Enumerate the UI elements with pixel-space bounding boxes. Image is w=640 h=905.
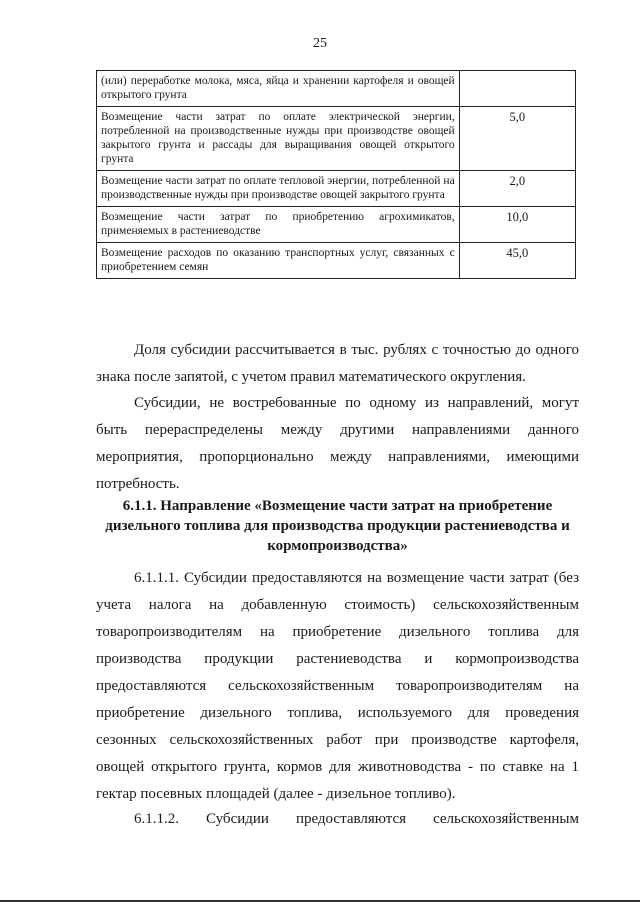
paragraph-6-1-1-2: [96, 806, 579, 833]
clause-number: 6.1.1.2.: [134, 811, 179, 827]
table-cell-description: Возмещение части затрат по оплате электрической энергии, потребленной на производственные нужды при производстве овощей закрытого грунта и рассады для выращивания овощей открытого грунта: [97, 107, 460, 171]
paragraph-6-1-1-1: 6.1.1.1. Субсидии предоставляются на возмещение части затрат (без учета налога на добавленную стоимость) сельскохозяйственным товаропроизводителям на приобретение дизельного топлива для производства продукции растениеводства и кормопроизводства предоставляются сельскохозяйственным товаропроизводителям на приобретение дизельного топлива, используемого для проведения сезонных сельскохозяйственных работ при производстве картофеля, овощей открытого грунта, кормов для животноводства - по ставке на 1 гектар посевных площадей (далее - дизельное топливо).: [96, 570, 579, 802]
table-cell-rate: 5,0: [459, 107, 575, 171]
text-word: Субсидии: [206, 811, 269, 827]
text-word: сельскохозяйственным: [433, 811, 579, 827]
table-row: [97, 171, 576, 207]
table-cell-rate: [459, 71, 575, 107]
text-word: предоставляются: [295, 811, 407, 827]
table-cell-description: Возмещение части затрат по приобретению агрохимикатов, применяемых в растениеводстве: [97, 207, 460, 243]
section-heading: 6.1.1. Направление «Возмещение части затрат на приобретение дизельного топлива для производства продукции растениеводства и кормопроизводства»: [105, 498, 570, 554]
table-cell-description: (или) переработке молока, мяса, яйца и хранении картофеля и овощей открытого грунта: [97, 71, 460, 107]
table-cell-rate: 10,0: [459, 207, 575, 243]
table-cell-description: Возмещение части затрат по оплате тепловой энергии, потребленной на производственные нужды при производстве овощей закрытого грунта: [97, 171, 460, 207]
page-number: 25: [313, 36, 327, 51]
table-row: [97, 207, 576, 243]
scan-edge-divider: [0, 900, 640, 902]
paragraph-redistribution: Субсидии, не востребованные по одному из направлений, могут быть перераспределены между другими направлениями данного мероприятия, пропорционально между направлениями, имеющими потребность.: [96, 395, 579, 492]
table-row: [97, 243, 576, 279]
table-row: [97, 71, 576, 107]
table-row: [97, 107, 576, 171]
table-cell-rate: 45,0: [459, 243, 575, 279]
table-cell-description: Возмещение расходов по оказанию транспортных услуг, связанных с приобретением семян: [97, 243, 460, 279]
table-cell-rate: 2,0: [459, 171, 575, 207]
subsidy-table: [96, 70, 576, 279]
paragraph-rounding: Доля субсидии рассчитывается в тыс. рублях с точностью до одного знака после запятой, с учетом правил математического округления.: [96, 342, 579, 385]
